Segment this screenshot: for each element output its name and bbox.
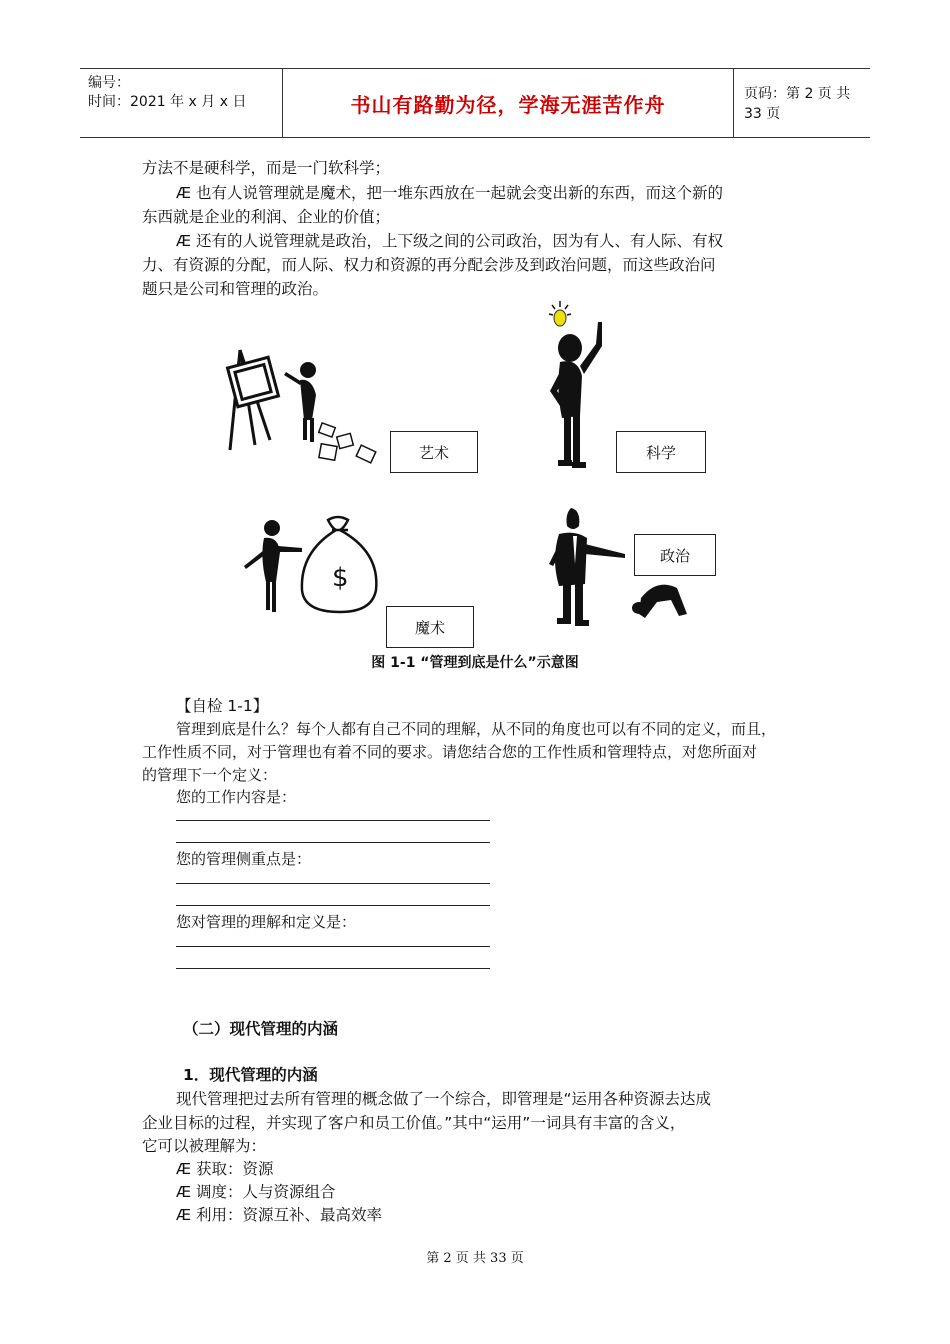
art-illustration	[220, 340, 390, 470]
section-line: 现代管理把过去所有管理的概念做了一个综合，即管理是“运用各种资源去达成	[176, 1090, 712, 1108]
selfcheck-line: 的管理下一个定义：	[142, 766, 278, 784]
definition-answer-line[interactable]	[176, 968, 490, 969]
header-motto: 书山有路勤为径，学海无涯苦作舟	[350, 92, 666, 117]
page-info: 页码：第 2 页 共 33 页	[744, 86, 851, 122]
work-content-answer-line[interactable]	[176, 842, 490, 843]
section-line: 它可以被理解为：	[142, 1137, 267, 1155]
body-line: 力、有资源的分配，而人际、权力和资源的再分配会涉及到政治问题，而这些政治问	[142, 256, 716, 274]
magic-illustration	[240, 512, 390, 622]
label-politics: 政治	[634, 534, 716, 576]
management-focus-label: 您的管理侧重点是：	[176, 850, 312, 868]
management-focus-answer-line[interactable]	[176, 905, 490, 906]
page-footer: 第 2 页 共 33 页	[426, 1251, 524, 1266]
body-line: 题只是公司和管理的政治。	[142, 280, 329, 298]
science-illustration	[540, 296, 620, 476]
definition-answer-line[interactable]	[176, 946, 490, 947]
label-magic: 魔术	[386, 606, 474, 648]
bullet-item: Æ 调度：人与资源组合	[176, 1183, 336, 1201]
bullet-item: Æ 获取：资源	[176, 1160, 274, 1178]
label-art: 艺术	[390, 431, 478, 473]
definition-label: 您对管理的理解和定义是：	[176, 913, 357, 931]
number-label: 编号：	[88, 75, 130, 91]
body-line: 方法不是硬科学，而是一门软科学；	[142, 159, 391, 177]
work-content-answer-line[interactable]	[176, 820, 490, 821]
selfcheck-line: 管理到底是什么？每个人都有自己不同的理解，从不同的角度也可以有不同的定义，而且，	[176, 720, 777, 738]
bullet-item: Æ 利用：资源互补、最高效率	[176, 1206, 383, 1224]
section-heading: （二）现代管理的内涵	[183, 1020, 339, 1038]
body-line: Æ 还有的人说管理就是政治，上下级之间的公司政治，因为有人、有人际、有权	[176, 232, 724, 250]
subsection-heading: 1．现代管理的内涵	[183, 1066, 318, 1084]
svg-text:$: $	[332, 563, 349, 593]
page-header	[80, 68, 870, 138]
selfcheck-title: 【自检 1-1】	[176, 697, 269, 715]
header-left-cell	[80, 69, 283, 137]
header-right-cell	[734, 69, 870, 137]
time-label: 时间：2021 年 x 月 x 日	[88, 94, 247, 110]
label-science: 科学	[616, 431, 706, 473]
selfcheck-line: 工作性质不同，对于管理也有着不同的要求。请您结合您的工作性质和管理特点，对您所面对	[142, 743, 758, 761]
header-center-cell	[283, 69, 734, 137]
management-focus-answer-line[interactable]	[176, 883, 490, 884]
body-line: Æ 也有人说管理就是魔术，把一堆东西放在一起就会变出新的东西，而这个新的	[176, 184, 724, 202]
section-line: 企业目标的过程，并实现了客户和员工价值。”其中“运用”一词具有丰富的含义，	[142, 1114, 686, 1132]
figure-caption: 图 1-1 “管理到底是什么”示意图	[371, 655, 579, 671]
body-line: 东西就是企业的利润、企业的价值；	[142, 208, 391, 226]
work-content-label: 您的工作内容是：	[176, 788, 297, 806]
